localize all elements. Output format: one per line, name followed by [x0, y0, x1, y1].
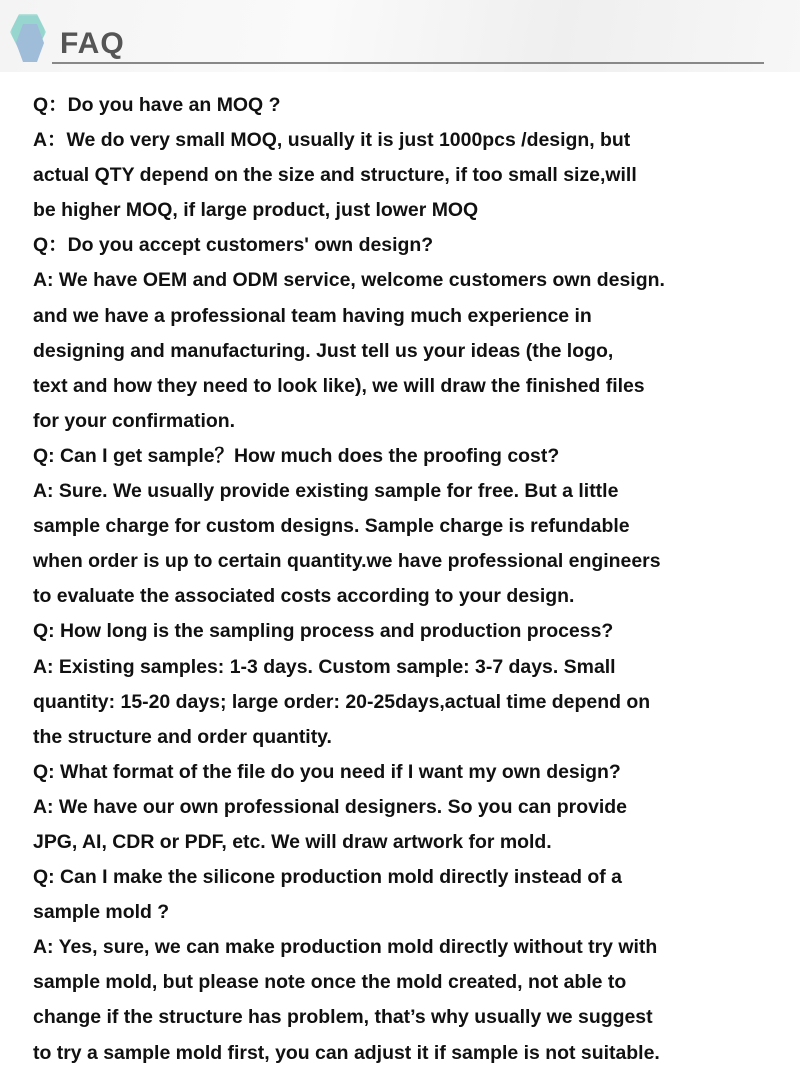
page-title: FAQ	[60, 27, 125, 60]
faq-answer-line: and we have a professional team having much experience in	[33, 304, 592, 327]
faq-answer-line: for your confirmation.	[33, 409, 236, 432]
faq-answer-line: designing and manufacturing. Just tell us your ideas (the logo,	[33, 339, 614, 362]
faq-answer-line: A: Existing samples: 1-3 days. Custom sample: 3-7 days. Small	[33, 655, 616, 678]
faq-header	[0, 0, 800, 72]
faq-answer-line: to evaluate the associated costs according to your design.	[33, 585, 575, 608]
faq-question-line: Q: What format of the file do you need if I want my own design?	[33, 760, 621, 783]
faq-answer-line: JPG, AI, CDR or PDF, etc. We will draw artwork for mold.	[33, 830, 552, 853]
faq-answer-line: sample charge for custom designs. Sample charge is refundable	[33, 515, 630, 538]
faq-answer-line: A: We have our own professional designers. So you can provide	[33, 795, 628, 818]
faq-answer-line: A: Yes, sure, we can make production mold directly without try with	[33, 936, 658, 959]
faq-answer-line: the structure and order quantity.	[33, 725, 332, 748]
faq-answer-line: when order is up to certain quantity.we have professional engineers	[33, 550, 661, 573]
faq-answer-line: change if the structure has problem, that’s why usually we suggest	[33, 1006, 653, 1029]
faq-question-line: Q: Can I make the silicone production mold directly instead of a	[33, 866, 622, 889]
faq-answer-line: quantity: 15-20 days; large order: 20-25days,actual time depend on	[33, 690, 651, 713]
faq-question-line: Q: Can I get sample？How much does the proofing cost?	[33, 444, 560, 467]
faq-answer-line: A: We have OEM and ODM service, welcome customers own design.	[33, 269, 665, 292]
faq-answer-line: A：We do very small MOQ, usually it is just 1000pcs /design, but	[33, 129, 631, 152]
faq-content	[33, 88, 780, 1071]
faq-question-line: Q: How long is the sampling process and production process?	[33, 620, 614, 643]
faq-answer-line: sample mold ?	[33, 901, 170, 924]
title-divider	[52, 62, 764, 64]
faq-answer-line: be higher MOQ, if large product, just lower MOQ	[33, 199, 479, 222]
faq-question-line: Q：Do you have an MOQ ?	[33, 94, 281, 116]
faq-answer-line: text and how they need to look like), we will draw the finished files	[33, 374, 645, 397]
faq-answer-line: actual QTY depend on the size and structure, if too small size,will	[33, 164, 637, 187]
faq-answer-line: A: Sure. We usually provide existing sample for free. But a little	[33, 480, 619, 503]
faq-answer-line: sample mold, but please note once the mold created, not able to	[33, 971, 627, 994]
faq-question-line: Q：Do you accept customers' own design?	[33, 234, 434, 257]
faq-answer-line: to try a sample mold first, you can adjust it if sample is not suitable.	[33, 1041, 660, 1064]
